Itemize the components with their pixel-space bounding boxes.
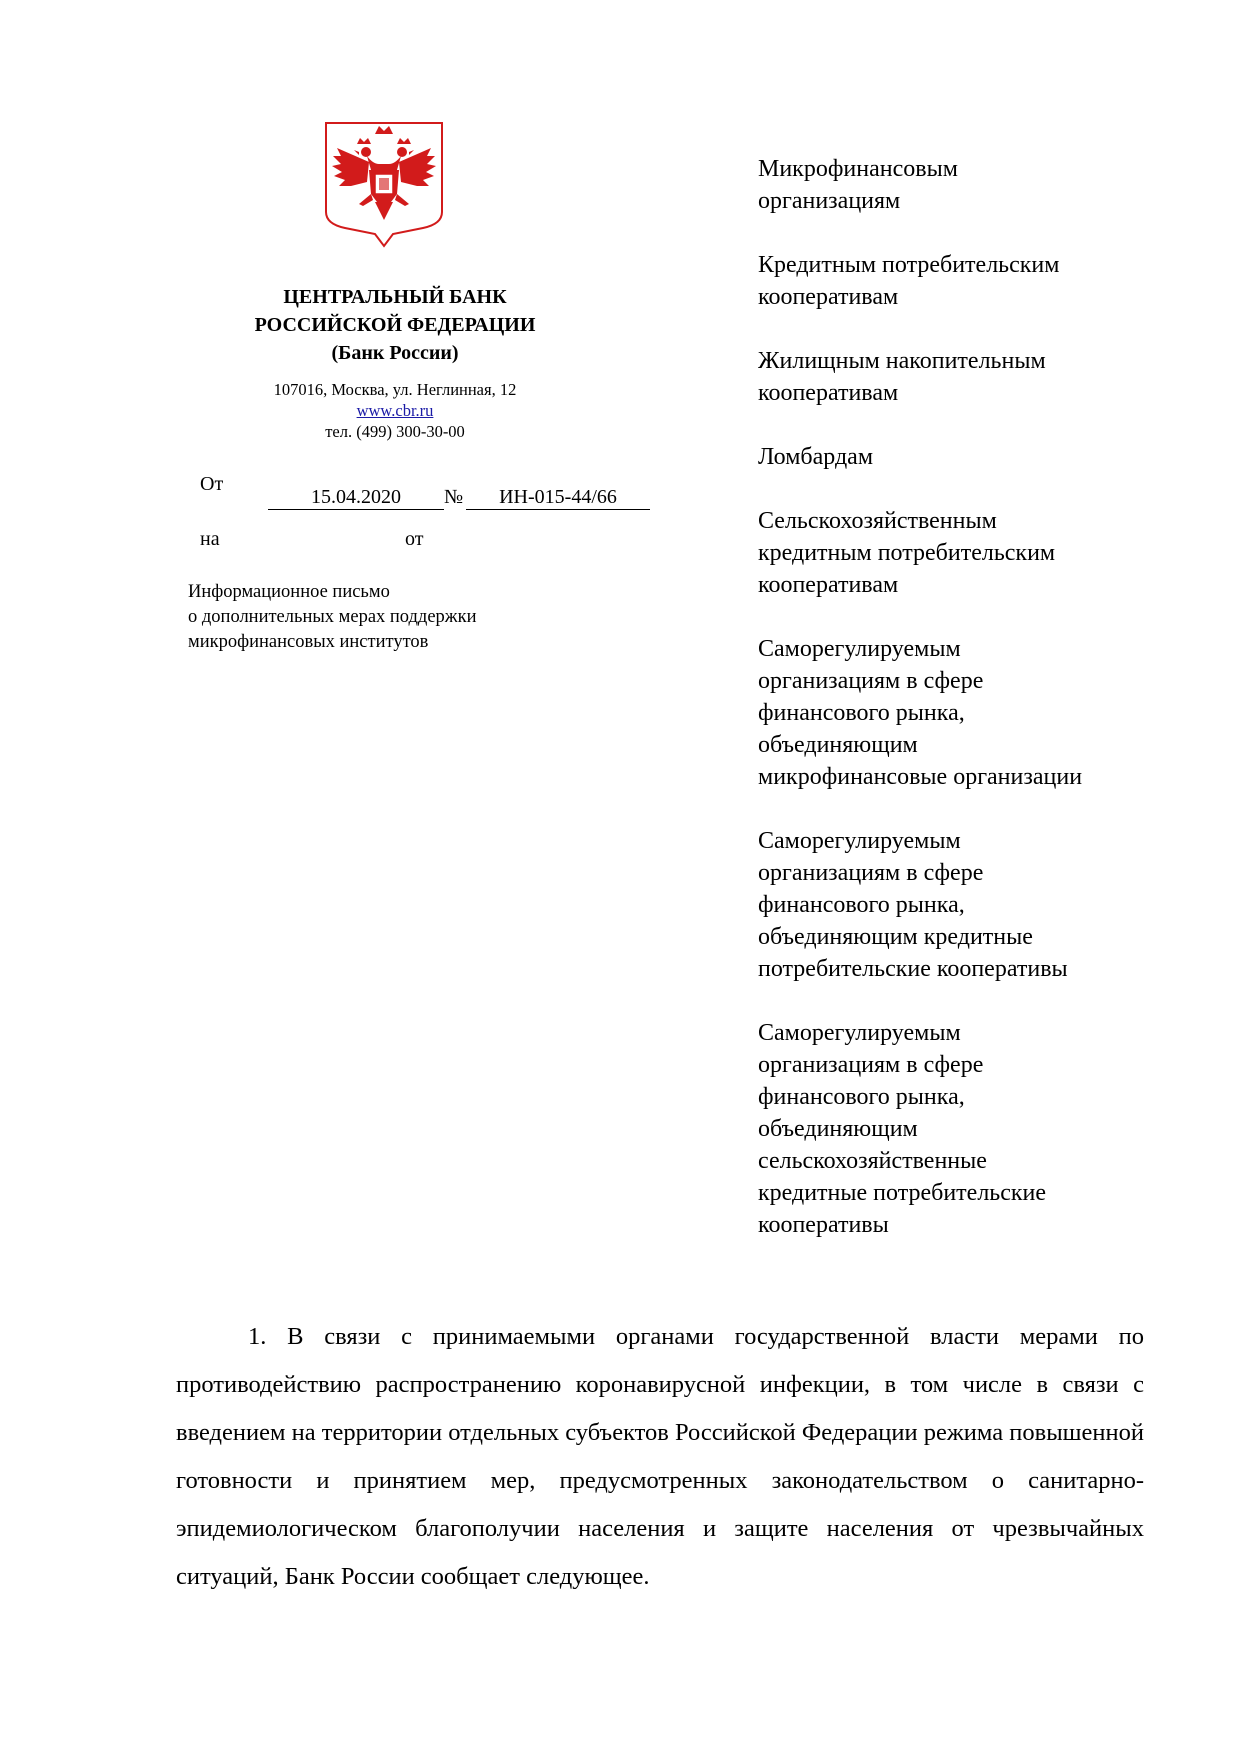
bank-name-block [200,283,590,367]
addressee-list [758,153,1198,1273]
addressee-line: кооперативам [758,380,899,406]
addressee-item [758,505,1198,601]
addressee-line: сельскохозяйственные [758,1148,987,1174]
website-link[interactable]: www.cbr.ru [356,401,434,420]
addressee-line: объединяющим кредитные [758,924,1033,950]
addressee-line: кооперативам [758,284,899,310]
bank-address: 107016, Москва, ул. Неглинная, 12 [273,380,517,399]
addressee-line: кооперативы [758,1212,889,1238]
subject-line2: о дополнительных мерах поддержки [188,607,477,627]
addressee-line: объединяющим [758,1116,918,1142]
to-label: на [200,528,220,550]
bank-name-line1: ЦЕНТРАЛЬНЫЙ БАНК [283,286,507,308]
addressee-line: финансового рынка, [758,700,965,726]
from-label: От [200,473,224,495]
addressee-line: микрофинансовые организации [758,764,1083,790]
letter-body [176,1313,1144,1601]
addressee-line: кредитным потребительским [758,540,1056,566]
addressee-line: финансового рынка, [758,892,965,918]
number-label: № [444,486,464,508]
addressee-line: организациям в сфере [758,860,984,886]
addressee-item [758,633,1198,793]
addressee-item [758,441,1198,473]
addressee-item [758,825,1198,985]
addressee-line: финансового рынка, [758,1084,965,1110]
addressee-line: кредитные потребительские [758,1180,1047,1206]
addressee-line: организациям в сфере [758,668,984,694]
addressee-item [758,249,1198,313]
addressee-line: Саморегулируемым [758,636,961,662]
addressee-line: организациям [758,188,901,214]
addressee-item [758,153,1198,217]
addressee-line: Сельскохозяйственным [758,508,997,534]
bank-contacts [200,379,590,442]
addressee-line: кооперативам [758,572,899,598]
subject-line3: микрофинансовых институтов [188,632,429,652]
bank-name-line3: (Банк России) [331,342,459,364]
letter-subject [188,580,476,655]
addressee-line: Кредитным потребительским [758,252,1060,278]
letter-date: 15.04.2020 [268,485,444,510]
body-paragraph-1: 1. В связи с принимаемыми органами государственной власти мерами по противодействию распространению коронавирусной инфекции, в том числе в связи с введением на территории отдельных субъектов Российской Федерации режима повышенной готовности и принятием мер, предусмотренных законодательством о санитарно-эпидемиологическом благополучии населения и защите населения от чрезвычайных ситуаций, Банк России сообщает следующее. [176,1323,1144,1590]
bank-phone: тел. (499) 300-30-00 [325,422,465,441]
coat-of-arms-icon [323,120,445,250]
addressee-line: Микрофинансовым [758,156,958,182]
addressee-line: Саморегулируемым [758,828,961,854]
addressee-line: Саморегулируемым [758,1020,961,1046]
subject-line1: Информационное письмо [188,582,390,602]
addressee-item [758,345,1198,409]
addressee-item [758,1017,1198,1241]
bank-name-line2: РОССИЙСКОЙ ФЕДЕРАЦИИ [254,314,536,336]
addressee-line: потребительские кооперативы [758,956,1068,982]
addressee-line: Жилищным накопительным [758,348,1046,374]
of-label: от [405,528,424,550]
letter-number: ИН-015-44/66 [466,485,650,510]
addressee-line: организациям в сфере [758,1052,984,1078]
addressee-line: Ломбардам [758,444,874,470]
addressee-line: объединяющим [758,732,918,758]
